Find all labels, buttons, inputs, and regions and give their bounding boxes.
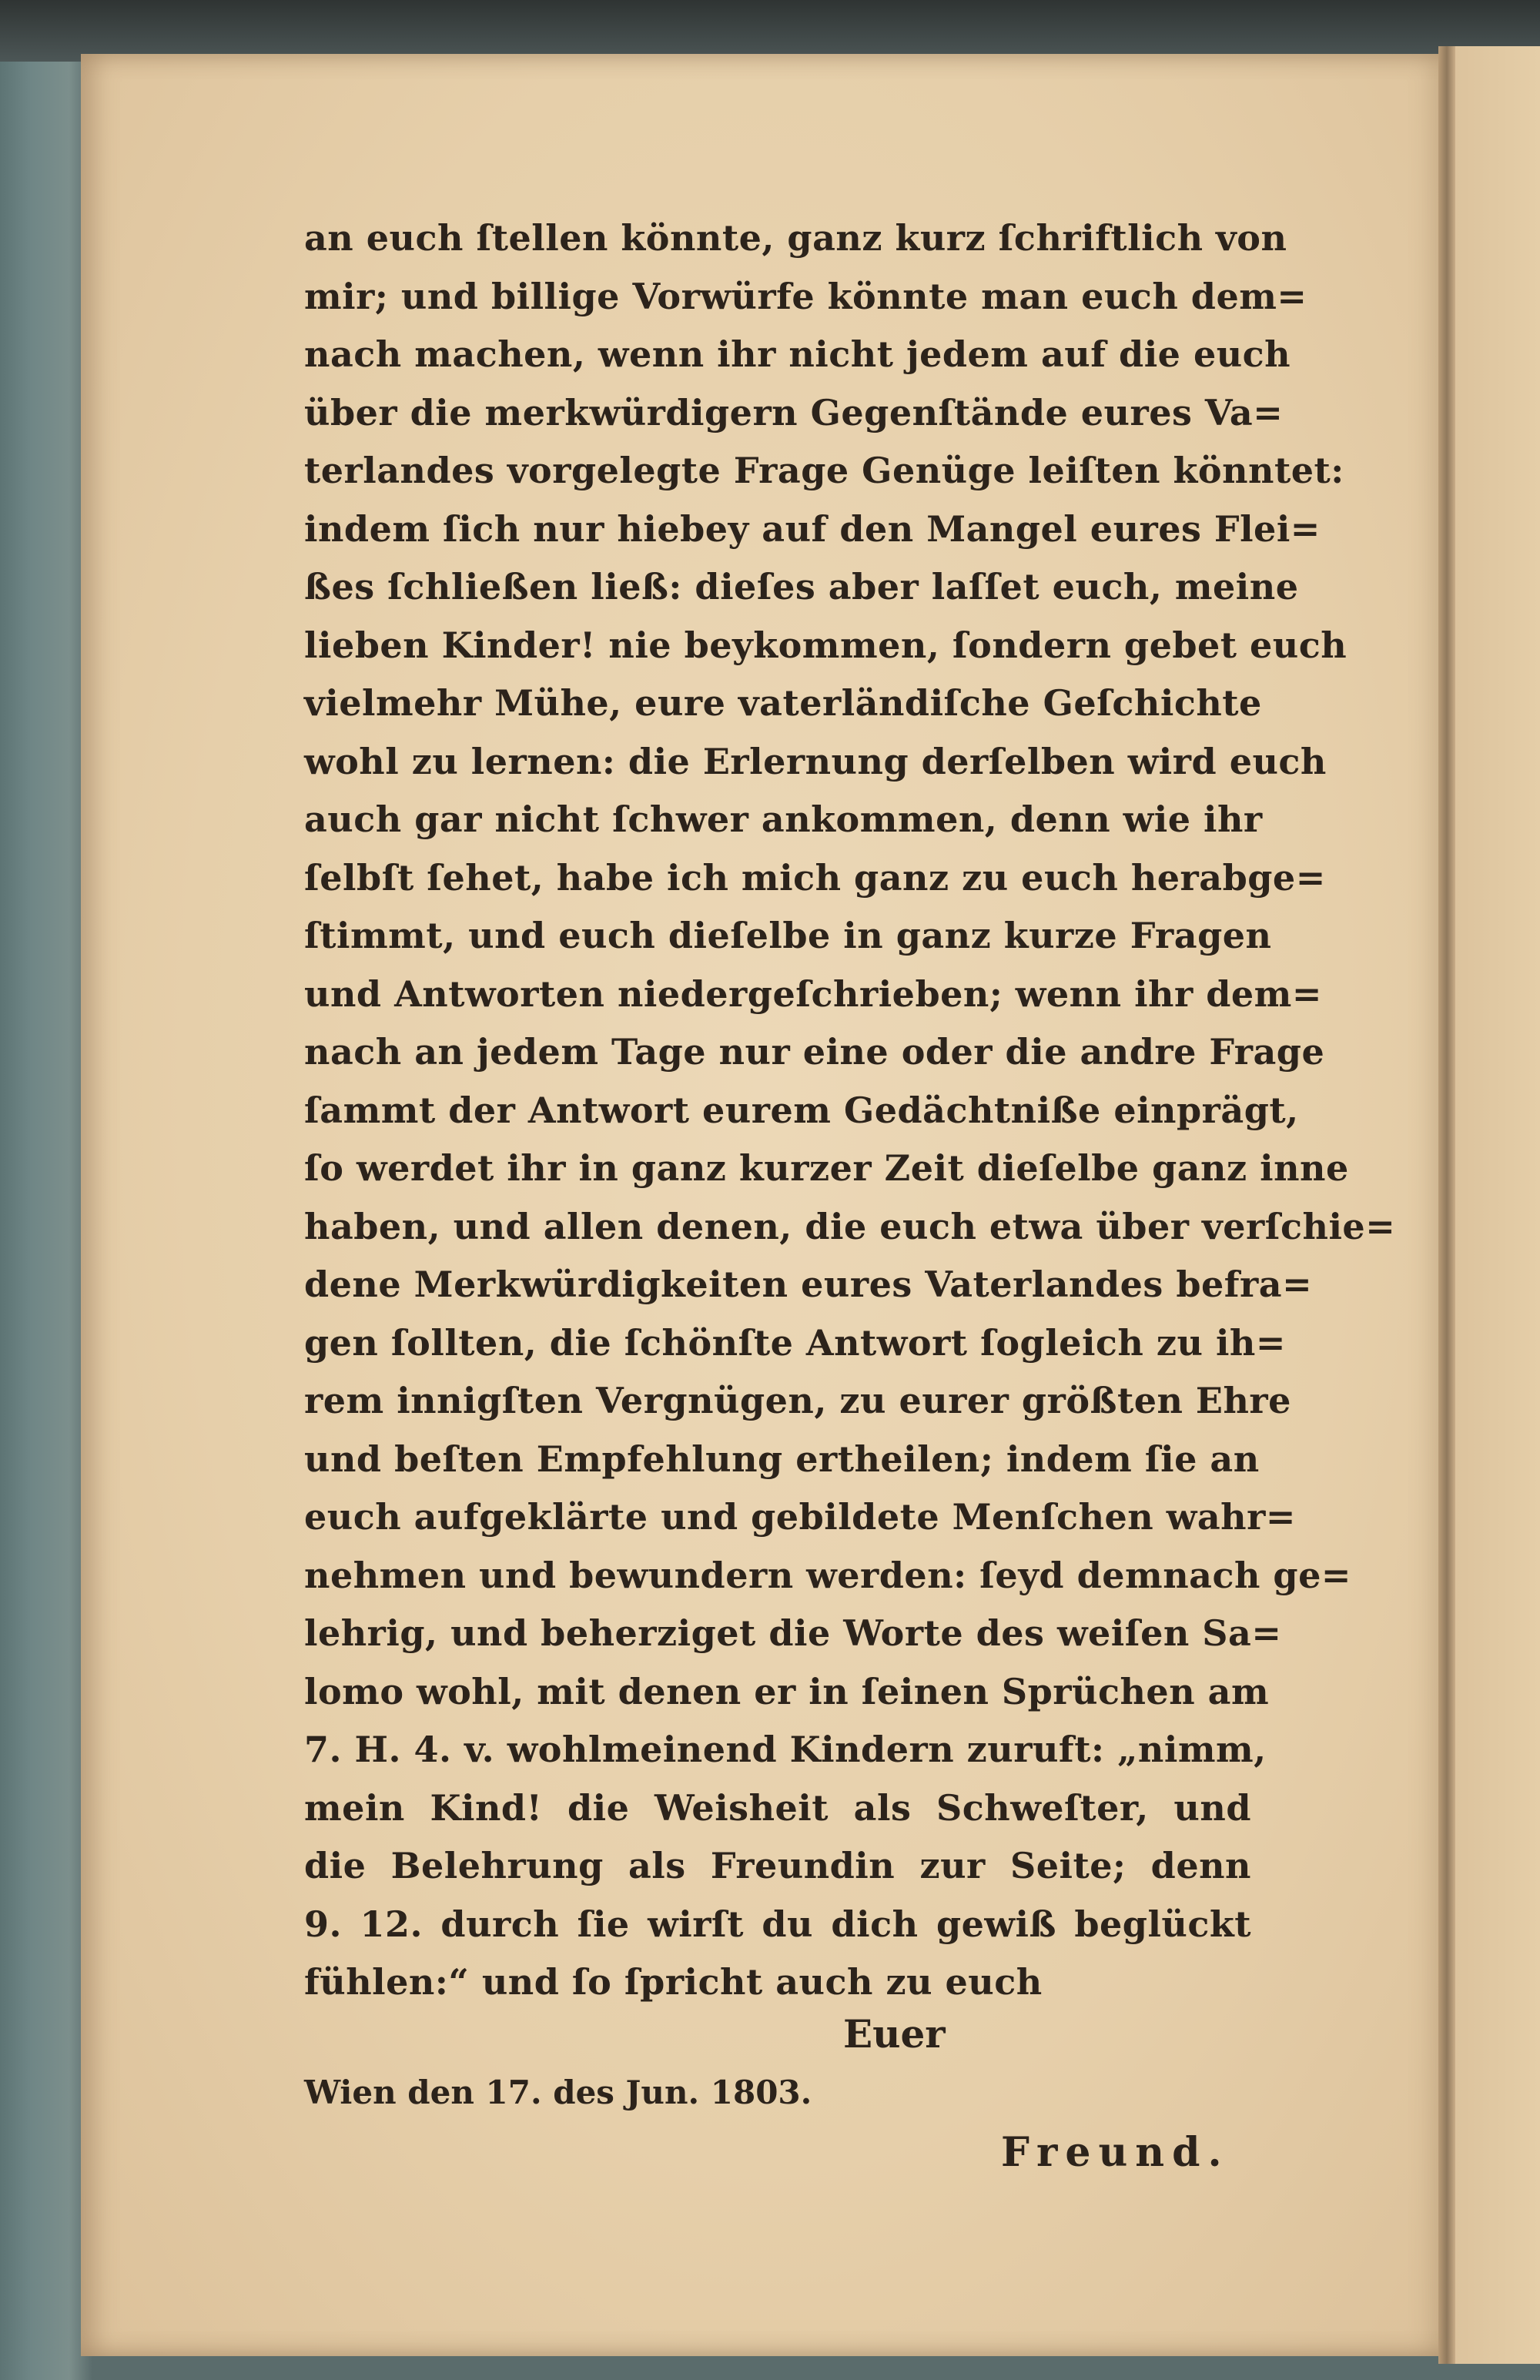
text-line: auch gar nicht ſchwer ankommen, denn wie ihr: [304, 798, 1263, 840]
text-line: mein Kind! die Weisheit als Schweſter, und: [304, 1786, 1251, 1829]
body-text: [304, 209, 1396, 2012]
text-line: lehrig, und beherziget die Worte des weiſen Sa=: [304, 1612, 1282, 1654]
text-line: nehmen und bewundern werden: ſeyd demnach ge=: [304, 1554, 1351, 1596]
closing-euer: Euer: [843, 2011, 946, 2057]
text-line: ßes ſchließen ließ: dieſes aber laſſet euch, meine: [304, 566, 1299, 608]
text-line: über die merkwürdigern Gegenſtände eures Va=: [304, 391, 1284, 433]
text-line: ſammt der Antwort eurem Gedächtniße einprägt,: [304, 1089, 1299, 1131]
text-line: gen ſollten, die ſchönſte Antwort ſogleich zu ih=: [304, 1321, 1286, 1364]
text-line: terlandes vorgelegte Frage Genüge leiſten könntet:: [304, 450, 1344, 491]
text-line: euch aufgeklärte und gebildete Menſchen wahr=: [304, 1496, 1296, 1538]
text-line: an euch ſtellen könnte, ganz kurz ſchriftlich von: [304, 217, 1287, 259]
text-line: dene Merkwürdigkeiten eures Vaterlandes befra=: [304, 1264, 1313, 1305]
text-line: rem innigſten Vergnügen, zu eurer größten Ehre: [304, 1380, 1291, 1421]
text-line: 7. H. 4. v. wohlmeinend Kindern zuruft: „nimm,: [304, 1729, 1267, 1770]
facing-page-edge: [1455, 46, 1540, 2364]
text-line: nach machen, wenn ihr nicht jedem auf die euch: [304, 333, 1291, 375]
text-line: haben, und allen denen, die euch etwa über verſchie=: [304, 1205, 1396, 1247]
text-line: indem ſich nur hiebey auf den Mangel eures Flei=: [304, 507, 1321, 550]
text-line: nach an jedem Tage nur eine oder die andre Frage: [304, 1031, 1325, 1073]
text-line: ſtimmt, und euch dieſelbe in ganz kurze Fragen: [304, 915, 1272, 956]
text-line: lomo wohl, mit denen er in ſeinen Sprüchen am: [304, 1670, 1270, 1712]
text-line: ſelbſt ſehet, habe ich mich ganz zu euch herabge=: [304, 856, 1326, 899]
text-line: 9. 12. durch ſie wirſt du dich gewiß beglückt: [304, 1903, 1251, 1945]
place-date: Wien den 17. des Jun. 1803.: [304, 2074, 812, 2111]
closing-freund: Freund.: [1001, 2129, 1230, 2176]
text-line: und beſten Empfehlung ertheilen; indem ſie an: [304, 1438, 1260, 1480]
text-line: ſo werdet ihr in ganz kurzer Zeit dieſelbe ganz inne: [304, 1147, 1349, 1189]
text-line: wohl zu lernen: die Erlernung derſelben wird euch: [304, 740, 1327, 782]
text-line: die Belehrung als Freundin zur Seite; denn: [304, 1845, 1251, 1886]
text-line: mir; und billige Vorwürfe könnte man euch dem=: [304, 275, 1307, 317]
book-gutter: [1438, 46, 1455, 2364]
text-line: fühlen:“ und ſo ſpricht auch zu euch: [304, 1961, 1043, 2003]
text-line: lieben Kinder! nie beykommen, ſondern gebet euch: [304, 624, 1348, 666]
text-line: vielmehr Mühe, eure vaterländiſche Geſchichte: [304, 682, 1262, 724]
text-line: und Antworten niedergeſchrieben; wenn ihr dem=: [304, 972, 1322, 1015]
cover-top-edge: [0, 0, 1540, 62]
